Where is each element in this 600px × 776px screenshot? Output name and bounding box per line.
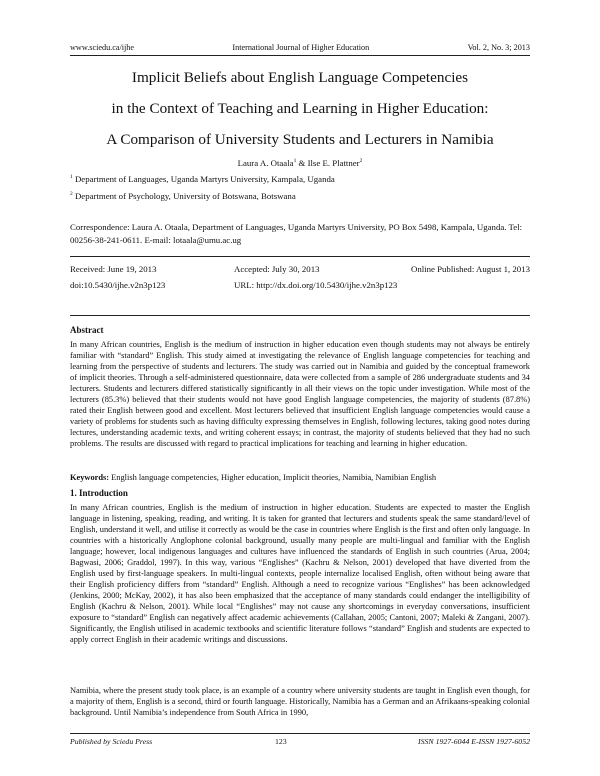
keywords-label: Keywords: — [70, 473, 110, 482]
author-2-affil-mark: 2 — [359, 158, 363, 165]
abstract-text: In many African countries, English is the medium of instruction in higher education even though students may not always be entirely familiar with “standard” English. This study aimed at investigating the relevance of English language competencies for teaching and learning from the perspective of students and lecturers. The study was carried out in Namibia and guided by the conceptual framework of implicit theories. Through a self-administered questionnaire, data were collected from a sample of 286 undergraduate students and 34 lecturers. Students and lecturers differed statistically significantly in all their views on the topic under investigation. While most of the lecturers (85.3%) believed that their students would not have good English language competencies, the majority of students (87.8%) rated their English between good and excellent. Most lecturers believed that insufficient English language competencies would cause a variety of problems for students such as having difficulty expressing themselves in English, following lectures, taking good notes during lectures, understanding academic texts, and writing coherent essays; in contrast, the majority of students believed that they had no such problems. The results are discussed with regard to practical implications for teaching and learning in higher education. — [70, 340, 530, 448]
journal-name: International Journal of Higher Education — [232, 43, 370, 52]
doi-url[interactable]: URL: http://dx.doi.org/10.5430/ijhe.v2n3p123 — [234, 280, 398, 290]
divider-top — [70, 256, 530, 257]
affiliation-2 — [70, 191, 530, 201]
author-2: Ilse E. Plattner — [307, 158, 360, 168]
volume-issue: Vol. 2, No. 3; 2013 — [467, 43, 530, 52]
received-date: Received: June 19, 2013 — [70, 264, 157, 274]
abstract-heading: Abstract — [70, 325, 104, 335]
page-footer — [70, 733, 530, 751]
author-1: Laura A. Otaala — [237, 158, 294, 168]
author-separator: & — [296, 158, 308, 168]
running-header — [70, 43, 530, 56]
affiliation-1-mark: 1 — [70, 174, 73, 181]
affiliation-1-text: Department of Languages, Uganda Martyrs University, Kampala, Uganda — [72, 174, 335, 184]
introduction-paragraph-1: In many African countries, English is the medium of instruction in higher education. Students are expected to master the English language in listening, speaking, reading, and writing. It is taken for granted that lecturers and students speak the same standard/level of English, understand it well, and utilise it correctly as would be the case in countries where English is the first and often only language. In countries with a historically Anglophone colonial background, usually many people are multi-lingual and familiar with the English language; however, local indigenous languages and cultures have influenced the standards of English in such countries (Arua, 2004; Bagwasi, 2006; Graddol, 1997). In this way, various “Englishes” (Kachru & Nelson, 2001) developed that have diverted from the English used by first-language speakers. In multi-lingual contexts, people internalize localised English, often without being aware that their English proficiency differs from “standard” English. Although a need to recognize various “Englishes” has been acknowledged (Jenkins, 2000; McKay, 2002), it has also been emphasized that the acceptance of many standards could endanger the intelligibility of English (Kachru & Nelson, 2001). While local “Englishes” may not cause any shortcomings in everyday conversations, insufficient exposure to “standard” English can negatively affect academic achievements (Callahan, 2005; Cantoni, 2007; Maleki & Zangani, 2007). Significantly, the English utilised in academic textbooks and scientific literature follows “standard” English and students are expected to apply correct English in their academic writings and discussions. — [70, 503, 530, 644]
title-line-1: Implicit Beliefs about English Language Competencies — [131, 69, 469, 86]
affiliation-1 — [70, 174, 530, 184]
accepted-date: Accepted: July 30, 2013 — [234, 264, 320, 274]
correspondence: Correspondence: Laura A. Otaala, Department of Languages, Uganda Martyrs University, PO Box 5498, Kampala, Uganda. Tel: 00256-38-241-0611. E-mail: lotaala@umu.ac.ug — [70, 222, 523, 246]
divider-bottom — [70, 315, 530, 316]
title-line-2: in the Context of Teaching and Learning in Higher Education: — [111, 100, 489, 117]
publisher: Published by Sciedu Press — [70, 737, 153, 746]
author-1-affil-mark: 1 — [293, 158, 297, 165]
author-list — [70, 158, 530, 168]
issn: ISSN 1927-6044 E-ISSN 1927-6052 — [418, 737, 530, 746]
affiliation-2-text: Department of Psychology, University of Botswana, Botswana — [72, 191, 296, 201]
page-number: 123 — [275, 737, 287, 746]
keywords-text: English language competencies, Higher education, Implicit theories, Namibia, Namibian English — [109, 473, 437, 482]
online-date: Online Published: August 1, 2013 — [410, 264, 530, 274]
title-line-3: A Comparison of University Students and Lecturers in Namibia — [106, 131, 494, 148]
affiliation-2-mark: 2 — [70, 191, 73, 198]
introduction-paragraph-2: Namibia, where the present study took place, is an example of a country where university students are taught in English even though, for a majority of them, English is a second, third or fourth language. Historically, Namibia has a German and an Afrikaans-speaking colonial background. Until Namibia’s independence from South Africa in 1990, — [70, 686, 530, 717]
keywords — [70, 473, 530, 482]
introduction-heading: 1. Introduction — [70, 488, 128, 498]
journal-url: www.sciedu.ca/ijhe — [70, 43, 135, 52]
doi: doi:10.5430/ijhe.v2n3p123 — [70, 280, 166, 290]
